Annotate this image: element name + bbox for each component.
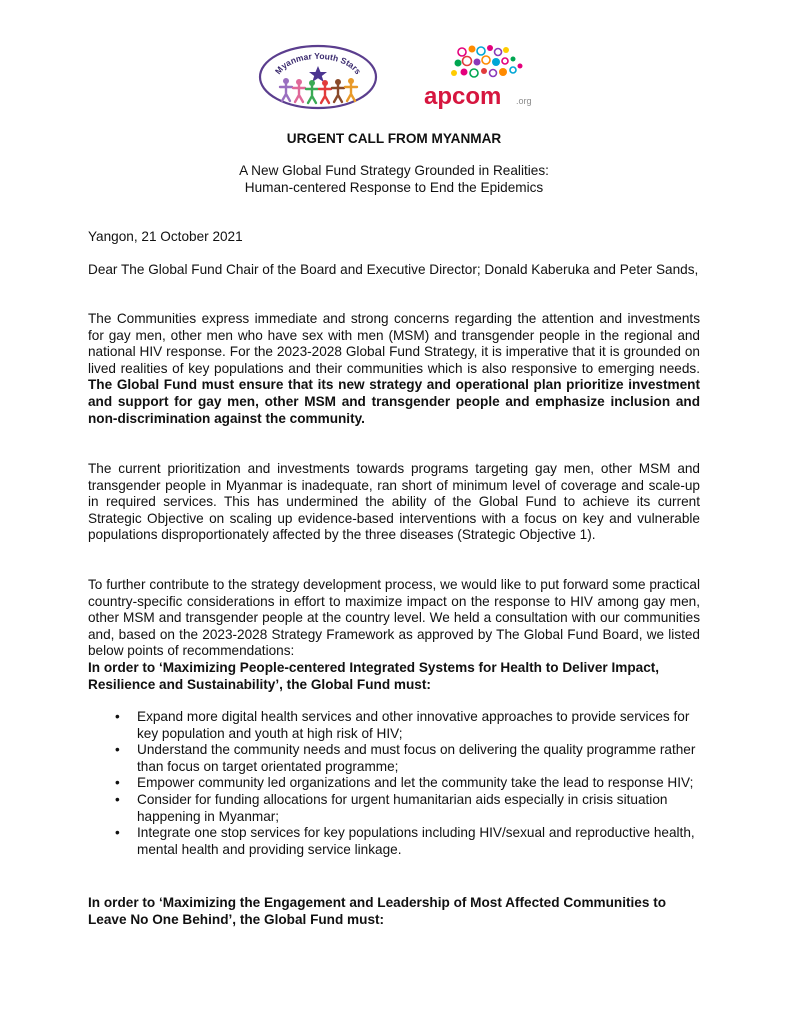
paragraph-prioritization: The current prioritization and investments towards programs targeting gay men, other MSM and transgender people in Myanmar is inadequate, ran short of minimum level of coverage and scale-up in required services. This has undermined the ability of the Global Fund to achieve its current Strategic Objective on scaling up evidence-based interventions with a focus on key and vulnerable populations disproportionately affected by the three diseases (Strategic Objective 1).: [88, 461, 700, 543]
apcom-logo: [418, 42, 543, 112]
salutation: Dear The Global Fund Chair of the Board and Executive Director; Donald Kaberuka and Peter Sands,: [88, 262, 699, 277]
apcom-wordmark: apcom: [424, 83, 502, 110]
letter-subtitle: [88, 163, 700, 196]
myanmar-youth-stars-wordmark: Myanmar Youth Stars: [272, 50, 364, 77]
recommendation-list: [113, 709, 703, 858]
paragraph-concerns-text: The Communities express immediate and strong concerns regarding the attention and investments for gay men, other men who have sex with men (MSM) and transgender people in the regional and national HIV response. For the 2023-2028 Global Fund Strategy, it is imperative that it is grounded on lived realities of key populations and their communities which is also responsive to emerging needs.: [88, 311, 700, 376]
list-item: • Understand the community needs and must focus on delivering the quality programme rather than focus on target orientated programme;: [113, 742, 703, 775]
letter-title: URGENT CALL FROM MYANMAR: [286, 131, 502, 146]
paragraph-concerns-emphasis: The Global Fund must ensure that its new strategy and operational plan prioritize investment and support for gay men, other MSM and transgender people and emphasize inclusion and non-discrimination against the community.: [88, 377, 700, 426]
paragraph-concerns: [88, 311, 700, 427]
myanmar-youth-stars-logo: [258, 44, 378, 110]
paragraph-contribution: To further contribute to the strategy development process, we would like to put forward some practical country-specific considerations in effort to maximize impact on the response to HIV among gay men, other MSM and transgender people at the country level. We held a consultation with our communities and, based on the 2023-2028 Strategy Framework as approved by The Global Fund Board, we listed below points of recommendations:: [88, 577, 700, 659]
recommendation-heading-2: In order to ‘Maximizing the Engagement and Leadership of Most Affected Communities to Leave No One Behind’, the Global Fund must:: [88, 895, 667, 927]
list-item: • Consider for funding allocations for urgent humanitarian aids especially in crisis situation happening in Myanmar;: [113, 792, 703, 825]
dateline: Yangon, 21 October 2021: [88, 229, 243, 244]
list-item: • Empower community led organizations and let the community take the lead to response HIV;: [113, 775, 703, 792]
apcom-domain-suffix: .org: [516, 96, 532, 106]
list-item: • Integrate one stop services for key populations including HIV/sexual and reproductive health, mental health and providing service linkage.: [113, 825, 703, 858]
subtitle-line-2: Human-centered Response to End the Epidemics: [244, 179, 544, 195]
subtitle-line-1: A New Global Fund Strategy Grounded in Realities:: [239, 163, 549, 178]
logo-header: [0, 40, 787, 115]
recommendation-heading-1: In order to ‘Maximizing People-centered Integrated Systems for Health to Deliver Impact, Resilience and Sustainability’, the Global Fund must:: [88, 660, 660, 692]
list-item: • Expand more digital health services and other innovative approaches to provide services for key population and youth at high risk of HIV;: [113, 709, 703, 742]
